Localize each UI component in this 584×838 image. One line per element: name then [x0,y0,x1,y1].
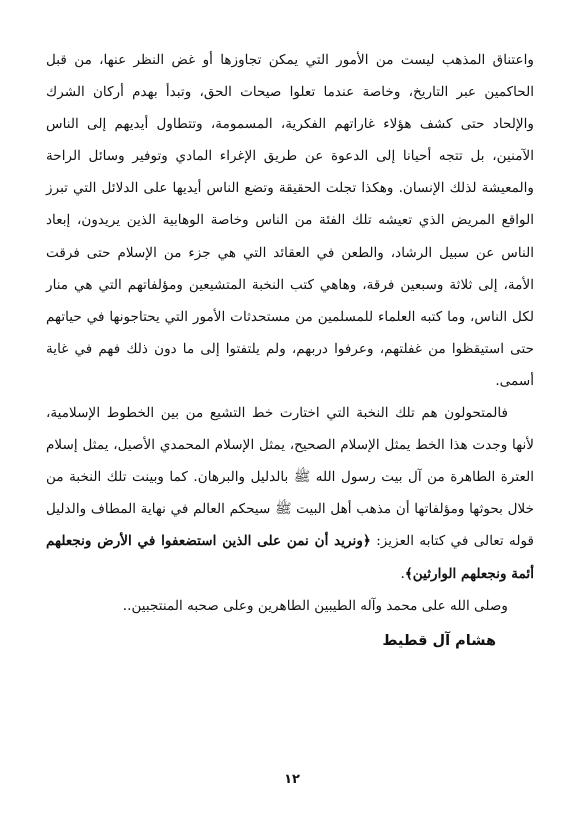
page-number: ١٢ [284,772,300,787]
quran-quote: ﴿ونريد أن نمن على الذين استضعفوا في الأرض ونجعلهم أئمة ونجعلهم الوارثين﴾ [46,533,534,582]
document-page [46,44,534,656]
paragraph-2-text: فالمتحولون هم تلك النخبة التي اختارت خط التشيع من بين الخطوط الإسلامية، لأنها وجدت هذا الخط يمثل الإسلام الصحيح، يمثل الإسلام المحمدي الأصيل، يمثل إسلام العترة الطاهرة من آل بيت رسول الله ﷺ بالدليل والبرهان. كما وبينت تلك النخبة من خلال بحوثها ومؤلفاتها أن مذهب أهل البيت ﷺ سيحكم العالم في نهاية المطاف والدليل قوله تعالى في كتابه العزيز: [46,405,534,550]
quote-end: . [400,565,405,582]
body-paragraph-2 [46,397,534,590]
closing-prayer: وصلى الله على محمد وآله الطيبين الطاهرين وعلى صحبه المنتجبين.. [122,597,508,614]
body-paragraph-1: واعتناق المذهب ليست من الأمور التي يمكن تجاوزها أو غض النظر عنها، من قبل الحاكمين عبر التاريخ، وخاصة عندما تعلوا صيحات الحق، وتبدأ بهدم أركان الشرك والإلحاد حتى كشف هؤلاء غاراتهم الفكرية، المسمومة، وتتطاول أيديهم إلى الناس الآمنين، بل تتجه أحيانا إلى الدعوة عن طريق الإغراء المادي وتوفير وسائل الراحة والمعيشة لذلك الإنسان. وهكذا تجلت الحقيقة وتضع الناس أيديها على الدلائل التي تبرز الواقع المريض الذي تعيشه تلك الفئة من الناس وخاصة الوهابية الذين يريدون، إبعاد الناس عن سبيل الرشاد، والطعن في العقائد التي هي جزء من الإسلام حتى فرقت الأمة، إلى ثلاثة وسبعين فرقة، وهاهي كتب النخبة المتشيعين ومؤلفاتهم التي هي منار لكل الناس، وما كتبه العلماء للمسلمين من مستحدثات الأمور التي يحتاجونها في حياتهم حتى استيقظوا من غفلتهم، وعرفوا دربهم، ولم يلتفتوا إلى ما دون ذلك فهم في غاية أسمى. [46,52,534,389]
author-signature: هشام آل قطيط [382,632,496,649]
